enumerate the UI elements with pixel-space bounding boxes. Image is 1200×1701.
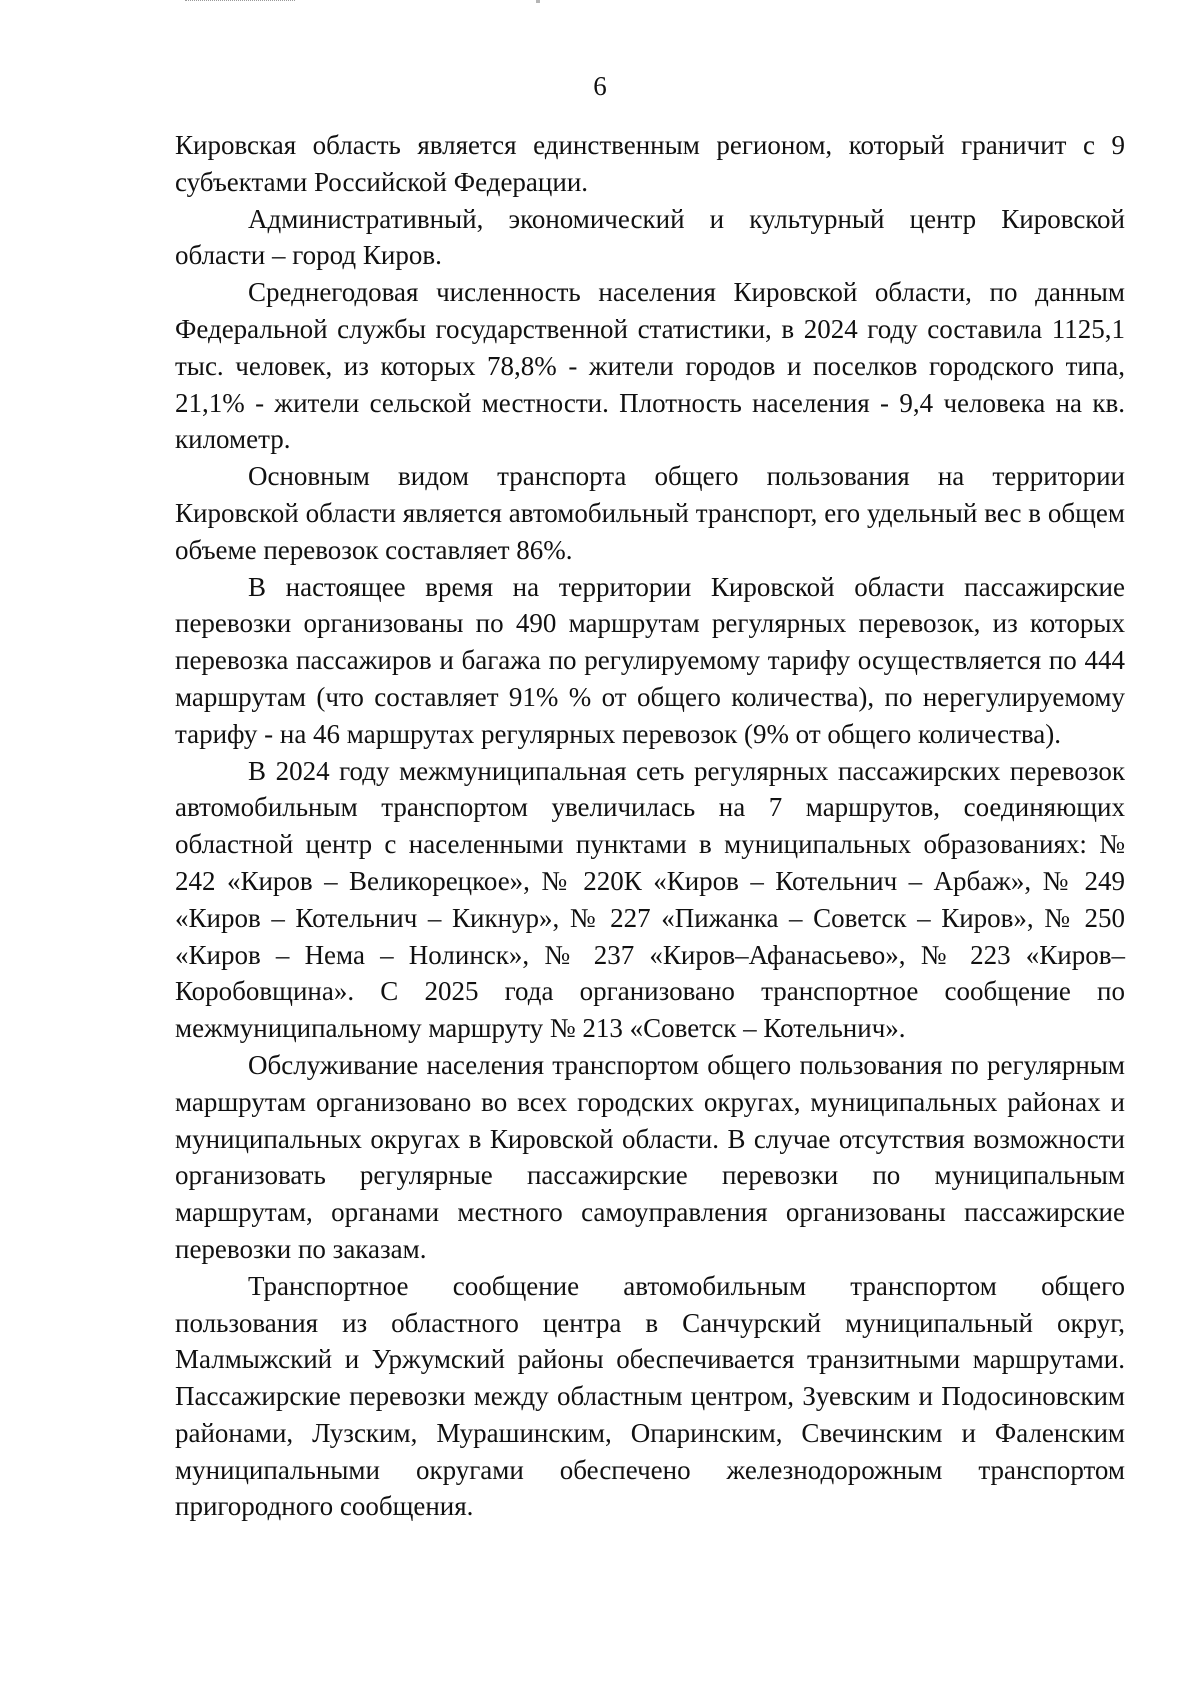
- scan-artifact: [185, 0, 295, 4]
- paragraph-administrative-center: Административный, экономический и культурный центр Кировской области – город Киров.: [175, 203, 1125, 271]
- document-body: [175, 127, 1125, 1525]
- scan-artifact: [536, 0, 540, 3]
- paragraph-main-transport: Основным видом транспорта общего пользования на территории Кировской области является автомобильный транспорт, его удельный вес в общем объеме перевозок составляет 86%.: [175, 461, 1125, 565]
- page-number: 6: [593, 71, 607, 101]
- paragraph-service-coverage: Обслуживание населения транспортом общего пользования по регулярным маршрутам организовано во всех городских округах, муниципальных районах и муниципальных округах в Кировской области. В случае отсутствия возможности организовать регулярные пассажирские перевозки по муниципальным маршрутам, органами местного самоуправления организованы пассажирские перевозки по заказам.: [175, 1049, 1125, 1264]
- paragraph-region-borders: Кировская область является единственным регионом, который граничит с 9 субъектами Российской Федерации.: [175, 130, 1125, 197]
- paragraph-transit-rail: Транспортное сообщение автомобильным транспортом общего пользования из областного центра в Санчурский муниципальный округ, Малмыжский и Уржумский районы обеспечивается транзитными маршрутами. Пассажирские перевозки между областным центром, Зуевским и Подосиновским районами, Лузским, Мурашинским, Опаринским, Свечинским и Фаленским муниципальными округами обеспечено железнодорожным транспортом пригородного сообщения.: [175, 1270, 1125, 1522]
- paragraph-route-count: В настоящее время на территории Кировской области пассажирские перевозки организованы по 490 маршрутам регулярных перевозок, из которых перевозка пассажиров и багажа по регулируемому тарифу осуществляется по 444 маршрутам (что составляет 91% % от общего количества), по нерегулируемому тарифу - на 46 маршрутах регулярных перевозок (9% от общего количества).: [175, 571, 1125, 749]
- paragraph-population: Среднегодовая численность населения Кировской области, по данным Федеральной службы государственной статистики, в 2024 году составила 1125,1 тыс. человек, из которых 78,8% - жители городов и поселков городского типа, 21,1% - жители сельской местности. Плотность населения - 9,4 человека на кв. километр.: [175, 277, 1125, 455]
- paragraph-new-routes: В 2024 году межмуниципальная сеть регулярных пассажирских перевозок автомобильным транспортом увеличилась на 7 маршрутов, соединяющих областной центр с населенными пунктами в муниципальных образованиях: № 242 «Киров – Великорецкое», № 220К «Киров – Котельнич – Арбаж», № 249 «Киров – Котельнич – Кикнур», № 227 «Пижанка – Советск – Киров», № 250 «Киров – Нема – Нолинск», № 237 «Киров–Афанасьево», № 223 «Киров–Коробовщина». С 2025 года организовано транспортное сообщение по межмуниципальному маршруту № 213 «Советск – Котельнич».: [175, 755, 1125, 1044]
